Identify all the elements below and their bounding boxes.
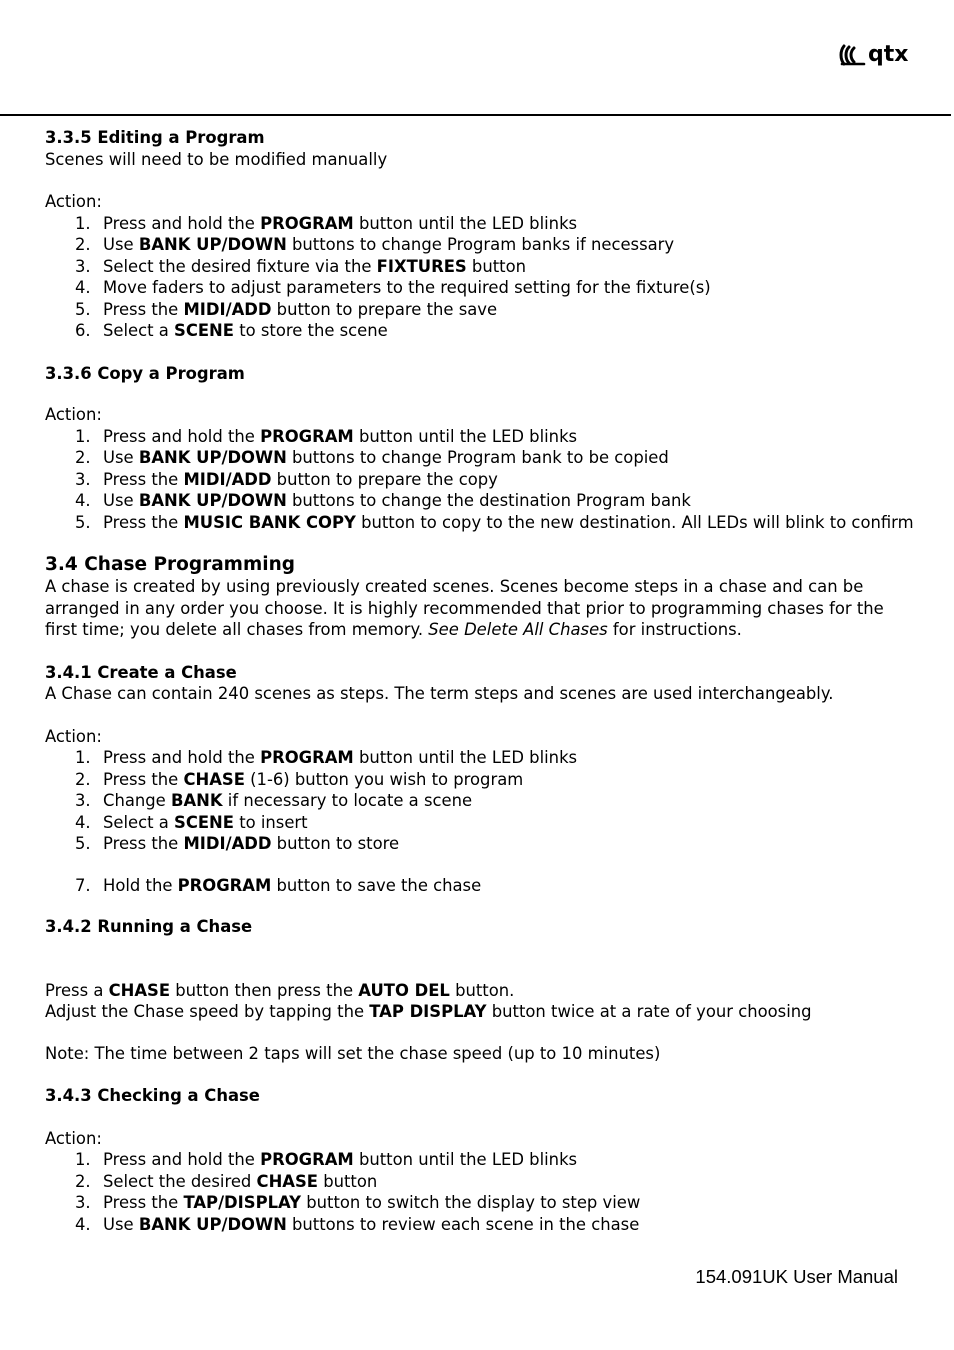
list-item: 2. Select the desired CHASE button — [75, 1171, 378, 1191]
paragraph-line: Adjust the Chase speed by tapping the TAP DISPLAY button twice at a rate of your choosing — [45, 1002, 812, 1021]
page-footer: 154.091UK User Manual — [695, 1266, 898, 1287]
note: Note: The time between 2 taps will set the chase speed (up to 10 minutes) — [45, 1043, 661, 1063]
qtx-wave-icon — [838, 42, 866, 68]
section-intro: A Chase can contain 240 scenes as steps. The term steps and scenes are used interchangeably. — [45, 684, 834, 703]
list-item: 3. Press the TAP/DISPLAY button to switch the display to step view — [75, 1193, 641, 1212]
list-item: 7. Hold the PROGRAM button to save the chase — [75, 875, 482, 895]
list-item: 4. Select a SCENE to insert — [75, 812, 308, 832]
brand-name: qtx — [868, 42, 909, 67]
list-item: 4. Use BANK UP/DOWN buttons to change the destination Program bank — [75, 491, 691, 510]
list-item: 2. Use BANK UP/DOWN buttons to change Program banks if necessary — [75, 235, 675, 254]
action-label: Action: — [45, 726, 102, 746]
steps-list-3-3-6 — [45, 426, 925, 534]
list-item: 6. Select a SCENE to store the scene — [75, 321, 388, 340]
list-item: 1. Press and hold the PROGRAM button until the LED blinks — [75, 1150, 578, 1169]
list-item: 1. Press and hold the PROGRAM button until the LED blinks — [75, 748, 578, 767]
list-item: 2. Use BANK UP/DOWN buttons to change Program bank to be copied — [75, 448, 669, 467]
section-intro: Scenes will need to be modified manually — [45, 149, 388, 169]
list-item: 5. Press the MUSIC BANK COPY button to copy to the new destination. All LEDs will blink to confirm — [75, 512, 914, 532]
steps-list-3-4-3 — [45, 1149, 925, 1235]
section-heading-3-4: 3.4 Chase Programming — [45, 554, 295, 575]
list-item: 4. Move faders to adjust parameters to the required setting for the fixture(s) — [75, 278, 711, 297]
list-item: 5. Press the MIDI/ADD button to prepare the save — [75, 299, 498, 319]
document-body — [45, 127, 925, 1235]
paragraph-line: A chase is created by using previously created scenes. Scenes become steps in a chase and can be — [45, 577, 864, 596]
steps-list-3-4-1 — [45, 747, 925, 855]
cross-reference: See Delete All Chases — [428, 620, 608, 639]
list-item: 1. Press and hold the PROGRAM button until the LED blinks — [75, 213, 578, 233]
section-heading-3-4-1: 3.4.1 Create a Chase — [45, 662, 237, 682]
action-label: Action: — [45, 192, 102, 211]
list-item: 3. Press the MIDI/ADD button to prepare the copy — [75, 469, 498, 489]
brand-logo — [838, 42, 908, 68]
section-heading-3-3-5: 3.3.5 Editing a Program — [45, 128, 265, 147]
section-heading-3-4-2: 3.4.2 Running a Chase — [45, 917, 253, 936]
list-item: 3. Change BANK if necessary to locate a scene — [75, 791, 473, 810]
paragraph-line: arranged in any order you choose. It is highly recommended that prior to programming chases for the — [45, 598, 884, 618]
section-heading-3-3-6: 3.3.6 Copy a Program — [45, 363, 245, 383]
section-heading-3-4-3: 3.4.3 Checking a Chase — [45, 1086, 260, 1105]
paragraph-line: Press a CHASE button then press the AUTO DEL button. — [45, 980, 515, 1000]
action-label: Action: — [45, 405, 102, 424]
list-item: 1. Press and hold the PROGRAM button until the LED blinks — [75, 426, 578, 446]
steps-list-3-4-1-final — [45, 875, 925, 897]
header-divider — [0, 114, 951, 116]
action-label: Action: — [45, 1128, 102, 1148]
list-item: 3. Select the desired fixture via the FIXTURES button — [75, 256, 526, 276]
steps-list-3-3-5 — [45, 213, 925, 342]
paragraph-line: first time; you delete all chases from memory. See Delete All Chases for instructions. — [45, 620, 742, 639]
list-item: 2. Press the CHASE (1-6) button you wish to program — [75, 769, 524, 789]
list-item: 5. Press the MIDI/ADD button to store — [75, 834, 400, 853]
list-item: 4. Use BANK UP/DOWN buttons to review each scene in the chase — [75, 1214, 640, 1234]
